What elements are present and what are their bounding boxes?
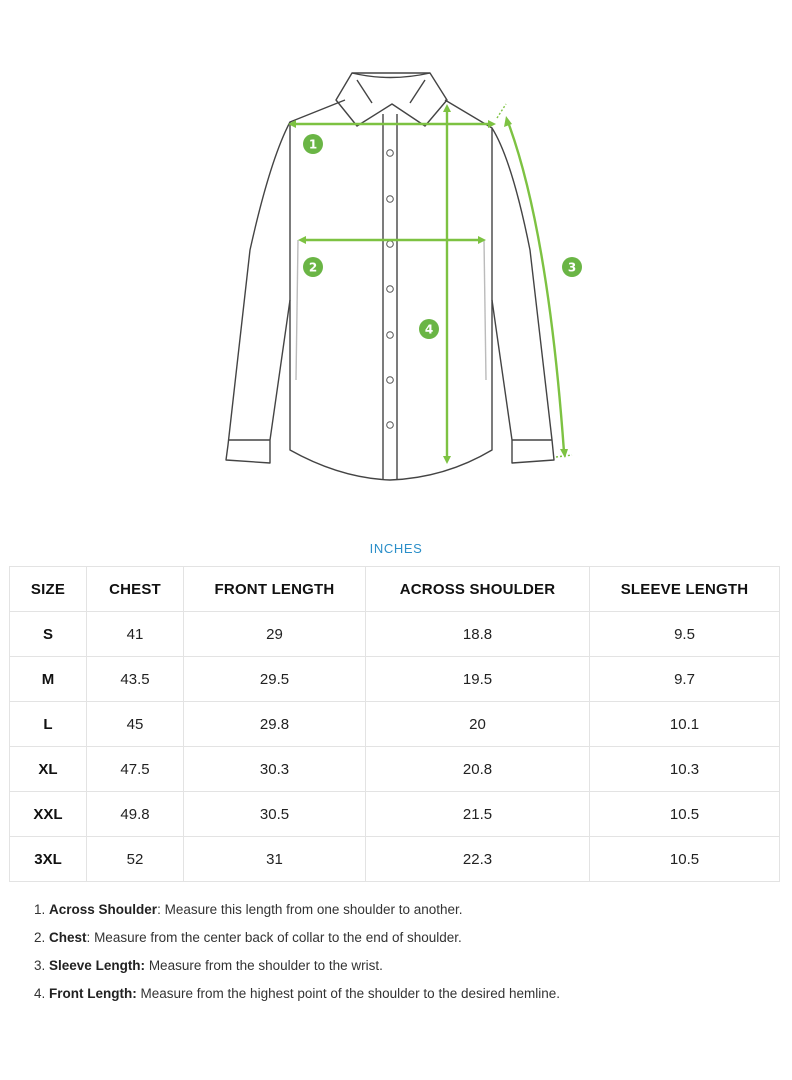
across-shoulder-cell: 18.8 xyxy=(366,612,590,657)
shirt-buttons xyxy=(387,150,394,429)
front-length-cell: 29 xyxy=(184,612,366,657)
chest-cell: 52 xyxy=(87,837,184,882)
chest-cell: 43.5 xyxy=(87,657,184,702)
note-text: Measure this length from one shoulder to another. xyxy=(160,902,463,917)
across-shoulder-cell: 19.5 xyxy=(366,657,590,702)
across-shoulder-cell: 20.8 xyxy=(366,747,590,792)
front-length-cell: 31 xyxy=(184,837,366,882)
units-label: INCHES xyxy=(369,541,423,556)
button xyxy=(387,241,394,248)
header-front-length: FRONT LENGTH xyxy=(184,567,366,612)
note-term: Front Length: xyxy=(49,986,137,1001)
size-cell: 3XL xyxy=(10,837,87,882)
shirt-measurement-illustration xyxy=(0,0,792,500)
size-cell: XL xyxy=(10,747,87,792)
chest-cell: 49.8 xyxy=(87,792,184,837)
size-chart-table xyxy=(9,566,780,882)
sleeve-length-cell: 10.5 xyxy=(590,792,780,837)
marker-badge-2 xyxy=(303,257,323,277)
note-term: Sleeve Length: xyxy=(49,958,146,973)
note-front-length xyxy=(34,984,560,1012)
button xyxy=(387,332,394,339)
svg-text:1: 1 xyxy=(308,137,318,152)
across-shoulder-cell: 20 xyxy=(366,702,590,747)
measurement-arrows xyxy=(288,104,572,464)
table-row xyxy=(10,702,780,747)
size-cell: S xyxy=(10,612,87,657)
shirt-outline xyxy=(226,73,554,480)
sleeve-length-cell: 10.1 xyxy=(590,702,780,747)
measurement-notes xyxy=(34,900,560,1012)
svg-text:4: 4 xyxy=(424,322,434,337)
button xyxy=(387,377,394,384)
sleeve-length-cell: 9.7 xyxy=(590,657,780,702)
front-length-cell: 29.8 xyxy=(184,702,366,747)
chest-cell: 41 xyxy=(87,612,184,657)
sleeve-length-arrow xyxy=(508,122,564,452)
note-number: 3. xyxy=(34,958,46,973)
marker-badge-4 xyxy=(419,319,439,339)
size-cell: L xyxy=(10,702,87,747)
button xyxy=(387,150,394,157)
note-across-shoulder xyxy=(34,900,560,928)
across-shoulder-cell: 22.3 xyxy=(366,837,590,882)
across-shoulder-cell: 21.5 xyxy=(366,792,590,837)
note-number: 2. xyxy=(34,930,46,945)
chest-cell: 45 xyxy=(87,702,184,747)
button xyxy=(387,196,394,203)
marker-badge-3 xyxy=(562,257,582,277)
button xyxy=(387,286,394,293)
table-row xyxy=(10,837,780,882)
sleeve-length-cell: 10.3 xyxy=(590,747,780,792)
header-across-shoulder: ACROSS SHOULDER xyxy=(366,567,590,612)
note-number: 4. xyxy=(34,986,46,1001)
marker-badge-1 xyxy=(303,134,323,154)
note-sleeve-length xyxy=(34,956,560,984)
front-length-cell: 29.5 xyxy=(184,657,366,702)
note-text: Measure from the shoulder to the wrist. xyxy=(145,958,383,973)
note-number: 1. xyxy=(34,902,46,917)
svg-text:3: 3 xyxy=(567,260,577,275)
table-header-row xyxy=(10,567,780,612)
header-chest: CHEST xyxy=(87,567,184,612)
table-row xyxy=(10,612,780,657)
button xyxy=(387,422,394,429)
note-chest xyxy=(34,928,560,956)
front-length-cell: 30.3 xyxy=(184,747,366,792)
sleeve-length-cell: 9.5 xyxy=(590,612,780,657)
note-text: Measure from the highest point of the shoulder to the desired hemline. xyxy=(136,986,561,1001)
header-sleeve-length: SLEEVE LENGTH xyxy=(590,567,780,612)
note-text: Measure from the center back of collar to the end of shoulder. xyxy=(90,930,462,945)
header-size: SIZE xyxy=(10,567,87,612)
table-row xyxy=(10,792,780,837)
size-cell: XXL xyxy=(10,792,87,837)
chest-cell: 47.5 xyxy=(87,747,184,792)
sleeve-length-cell: 10.5 xyxy=(590,837,780,882)
note-term: Across Shoulder xyxy=(49,902,158,917)
note-separator: : xyxy=(86,930,91,945)
note-term: Chest xyxy=(49,930,87,945)
size-cell: M xyxy=(10,657,87,702)
svg-text:2: 2 xyxy=(308,260,318,275)
front-length-cell: 30.5 xyxy=(184,792,366,837)
note-separator: : xyxy=(157,902,161,917)
table-row xyxy=(10,747,780,792)
table-row xyxy=(10,657,780,702)
